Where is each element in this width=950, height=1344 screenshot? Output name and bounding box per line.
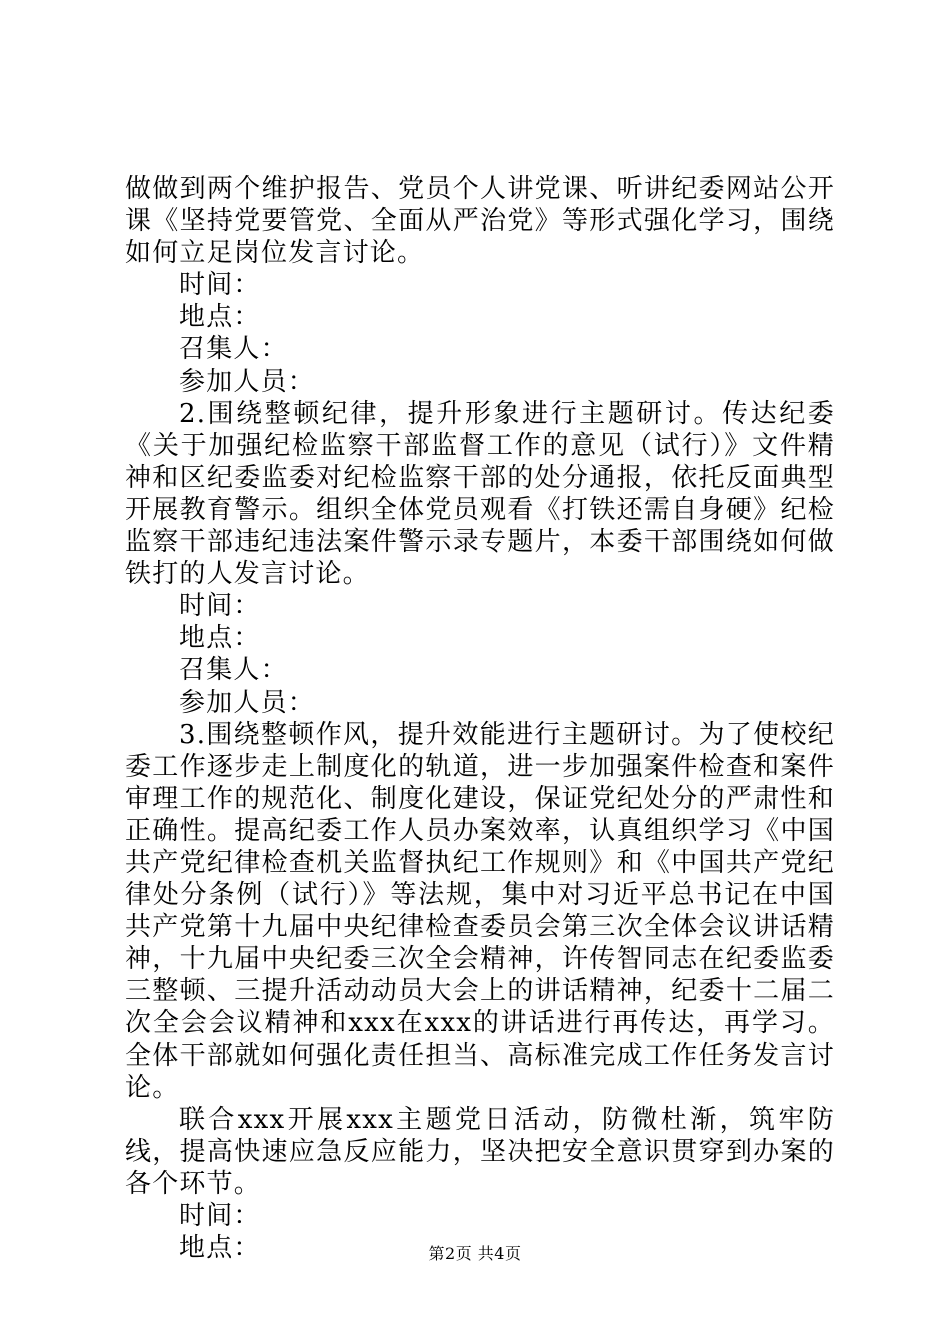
paragraph-item-3: 3.围绕整顿作风，提升效能进行主题研讨。为了使校纪委工作逐步走上制度化的轨道，进一步加强案件检查和案件审理工作的规范化、制度化建设，保证党纪处分的严肃性和正确性。提高纪委工作人员办案效率，认真组织学习《中国共产党纪律检查机关监督执纪工作规则》和《中国共产党纪律处分条例（试行）》等法规，集中对习近平总书记在中国共产党第十九届中央纪律检查委员会第三次全体会议讲话精神，十九届中央纪委三次全会精神，许传智同志在纪委监委三整顿、三提升活动动员大会上的讲话精神，纪委十二届二次全会会议精神和xxx在xxx的讲话进行再传达，再学习。全体干部就如何强化责任担当、高标准完成工作任务发言讨论。 [125,719,835,1103]
page-footer [0,1244,950,1264]
paragraph-joint-activity: 联合xxx开展xxx主题党日活动，防微杜渐，筑牢防线，提高快速应急反应能力，坚决把安全意识贯穿到办案的各个环节。 [125,1104,835,1199]
paragraph-item-2: 2.围绕整顿纪律，提升形象进行主题研讨。传达纪委《关于加强纪检监察干部监督工作的意见（试行）》文件精神和区纪委监委对纪检监察干部的处分通报，依托反面典型开展教育警示。组织全体党员观看《打铁还需自身硬》纪检监察干部违纪违法案件警示录专题片，本委干部围绕如何做铁打的人发言讨论。 [125,398,835,590]
field-location: 地点： [179,623,261,654]
document-body [125,173,835,1264]
field-time: 时间： [179,1201,261,1231]
field-location: 地点： [179,1233,261,1264]
field-convener: 召集人： [179,655,288,686]
field-location: 地点： [179,302,261,333]
page-number-label: 第2页 共4页 [428,1244,522,1263]
field-time: 时间： [179,270,261,301]
field-participants: 参加人员： [179,366,316,397]
field-participants: 参加人员： [179,687,316,718]
field-time: 时间： [179,591,261,622]
field-convener: 召集人： [179,334,288,365]
paragraph-intro: 做做到两个维护报告、党员个人讲党课、听讲纪委网站公开课《坚持党要管党、全面从严治党》等形式强化学习，围绕如何立足岗位发言讨论。 [125,174,835,269]
